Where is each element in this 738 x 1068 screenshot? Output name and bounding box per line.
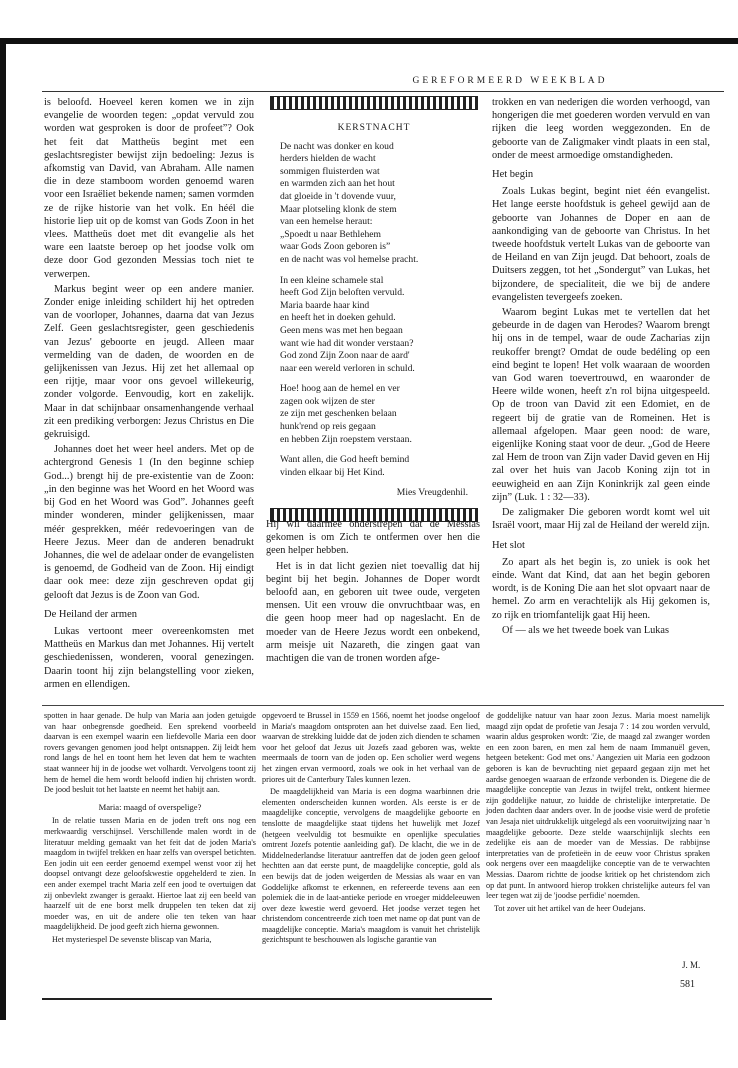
poem-line: Maria baarde haar kind [280,299,370,311]
poem-line: In een kleine schamele stal [280,274,384,286]
poem-line: Maar plotseling klonk de stem [280,203,397,215]
column-1 [44,96,254,693]
column-2-lower [266,518,480,667]
paragraph: Of — als we het tweede boek van Lukas [502,624,669,636]
binding-edge [0,40,6,1020]
poem-line: vinden elkaar bij Het Kind. [280,466,385,478]
poem-line: heeft God Zijn beloften vervuld. [280,287,405,299]
header-rule [42,91,724,92]
section-divider [42,705,724,706]
poem-line: herders hielden de wacht [280,153,376,165]
poem-line: hunk'rend op reis gegaan [280,421,376,433]
paragraph: is beloofd. Hoeveel keren komen we in zijn evangelie de woorden tegen: „opdat vervuld zou worden wat gesproken is door de profeet”? Ook het feit dat Mattheüs begint met een geslachtsregister bewijst zijn bedoeling: Jezus is afkomstig van David, van Abraham. Alle namen die in deze stamboom worden genoemd waren voor een Israëliet bekende namen; samen vormden ze de rijke historie van het volk. En héél die historie liep uit op de komst van Gods Zoon in het vlees. Mattheüs doet met dit evangelie als het ware een laatste beroep op het joodse volk om deze door God gezonden Messias toch niet te verwerpen. [44,97,254,280]
paragraph: Hij wil daarmee onderstrepen dat de Messias gekomen is om Zich te ontfermen over hen die geen helper hebben. [266,519,480,557]
section-heading: Het begin [492,169,534,181]
ornament-border-top [270,96,478,110]
poem-stanza [280,383,468,446]
poem-title: KERSTNACHT [337,123,411,133]
paragraph: Zo apart als het begin is, zo uniek is ook het einde. Want dat Kind, dat aan het begin geboren wordt, is de Koning Die aan het slot opvaart naar de hemel. Zo arm en verachtelijk als Hij gekomen is, zo rijk en triomfantelijk gaat Hij heen. [492,556,710,621]
paragraph: Waarom begint Lukas met te vertellen dat het gebeurde in de dagen van Herodes? Waarom brengt hij ons in de tempel, waar de oude Zacharias zijn reukoffer brengt? Omdat de oude bedéling op een eind begint te lopen! Het volk waaraan de woorden van God waren toevertrouwd, en waaronder de Heere wilde wonen, heeft z'n rol bijna uitgespeeld. Op de troon van David zit een Edomiet, en de regeert bij de gratie van de Romeinen. Het is allemaal afgelopen. Maar geen nood: de ware, eigenlijke Koning staat voor de deur. „God de Heere zal Hem de troon van Zijn vader David geven en Hij zal over het huis van Jacob Koning zijn tot in eeuwigheid en aan Zijn Koninkrijk zal geen einde zijn” (Luk. 1 : 32—33). [492,307,710,503]
poem-line: Want allen, die God heeft bemind [280,454,410,466]
paragraph: Lukas vertoont meer overeenkomsten met Mattheüs en Markus dan met Johannes. Hij vertelt geschiedenissen, wonderen, vooral genezingen. Daarin toont hij zijn belangstelling voor zieken, armen en ellendigen. [44,625,254,690]
poem-line: dat gloeide in 't dovende vuur, [280,190,396,202]
poem-line: ze zijn met geschenken belaan [280,408,397,420]
small-column-2 [262,711,480,948]
page-number: 581 [680,979,695,990]
poem-line: waar Gods Zoon geboren is” [280,241,391,253]
paragraph: spotten in haar genade. De hulp van Maria aan joden getuigde van haar onbegrensde goedheid. Een sprekend voorbeeld daarvan is een exempel waarin een liefdevolle Maria een door rovers gevangen genomen jood helpt ontsnappen. Zij leidt hem rond langs de hel en toont hem het leven dat hem te wachten staat wanneer hij in de joodse wet volhardt. Vervolgens toont zij hem de hemel die hem wordt beloofd indien hij christen wordt. De jood besluit tot het laatste en neemt het habijt aan. [44,711,256,795]
poem-line: zagen ook wijzen de ster [280,395,375,407]
poem-line: en warmden zich aan het hout [280,178,395,190]
poem-line: van een hemelse heraut: [280,216,373,228]
section-heading: De Heiland der armen [44,608,137,620]
poem [270,110,478,508]
paragraph: De zaligmaker Die geboren wordt komt wel uit Israël voort, maar Hij zal de Heiland der wereld zijn. [492,507,710,532]
poem-stanza [280,454,468,479]
section-heading: Het slot [492,539,525,551]
poem-line: De nacht was donker en koud [280,140,394,152]
poem-line: en de nacht was vol hemelse pracht. [280,253,419,265]
paragraph: Tot zover uit het artikel van de heer Oudejans. [494,903,646,913]
paragraph: Het is in dat licht gezien niet toevallig dat hij begint bij het begin. Johannes de Doper wordt beloofd aan, en geboren uit twee oude, vergeten mensen. Uit een vrouw die onvruchtbaar was, en die geen hoop meer had op nageslacht. En de moeder van de Heere Jezus wordt een onbekend, arm meisje uit Nazareth, die zingen gaat van machtigen die van de tronen worden afge- [266,560,480,665]
poem-line: God zond Zijn Zoon naar de aard' [280,350,410,362]
running-title: GEREFORMEERD WEEKBLAD [412,76,608,86]
paragraph: de goddelijke natuur van haar zoon Jezus. Maria moest namelijk maagd zijn opdat de profetie van Jesaja 7 : 14 zou worden vervuld, waarin aldus gesproken wordt: 'Zie, de maagd zal zwanger worden en een zoon baren, en men zal hem de naam Immanuël geven, hetgeen betekent: God met ons.' Aangezien uit Maria een godzoon geboren is kan de bevruchting niet gepaard gegaan zijn met het aardse genoegen waaraan de erfzonde verbonden is. Diegene die de maagdelijke conceptie van Jezus in twijfel trekt, ontkent hiermee zijn goddelijke natuur, zo luidde de christelijke interpretatie. De joden dachten daar anders over. In de joodse visie werd de profetie van Jesaja niet uitdrukkelijk uitgelegd als een vooruitwijzing naar 'n maagdelijke geboorte. Deze stelde waarschijnlijk slechts een zedelijke eis aan de moeder van de Messias. De rabbijnse interpretaties van de profetieën in de eeuw voor Christus spraken ook nergens over een maagdelijke conceptie van de te verwachten Messias. Daarom richtte de joodse kritiek op het christendom zich op dat punt. In antwoord hierop trokken christelijke auteurs fel van leer tegen wat zij de 'joodse perfidie' noemden. [486,711,710,901]
paragraph: In de relatie tussen Maria en de joden treft ons nog een merkwaardig verschijnsel. Verschillende malen wordt in de literatuur melding gemaakt van het feit dat de joden Maria's maagdom in twijfel trekken en haar zelfs van overspel betichten. Een jodin uit een eerder genoemd exempel wenst voor zij het doopsel ontvangt deze geloofskwestie opgehelderd te zien. In een ander exempel tracht Maria zelf een jood te overtuigen dat zij onbevlekt zwanger is geraakt. Hiertoe laat zij een beeld van haarzelf uit de ene borst melk druppelen ten teken dat zij moeder was, en uit de andere olie ten teken van haar maagdelijkheid. De jood geeft zich hierna gewonnen. [44,816,256,932]
paragraph: Markus begint weer op een andere manier. Zonder enige inleiding schildert hij het optreden van de voorloper, Johannes, daarna dat van Jezus Zelf. Geen geslachtsregister, geen geschiedenis van Jezus' geboorte en jeugd. Alleen maar vermelding van de daden, de woorden en de gelijkenissen van Jezus. Hij zet het allemaal op een rijtje, maar voor ons gevoel willekeurig, zonder volgorde. Eenvoudig, kort en zakelijk. Maar in dat schijnbaar onsamenhangende verhaal zit een prediking verborgen: Jezus Christus en Die gekruisigd. [44,283,254,441]
poem-box [270,96,478,514]
small-column-1 [44,711,256,947]
poem-line: sommigen fluisterden wat [280,165,380,177]
signature-initials: J. M. [682,960,701,970]
paragraph: Zoals Lukas begint, begint niet één evangelist. Het lange eerste hoofdstuk is geheel gewijd aan de geboorte van Johannes de Doper en aan de aankondiging van de geboorte van Christus. In het tweede hoofdstuk vertelt Lukas van de geboorte van de Heiland en van Zijn jeugd. Dat behoort, zoals de Duitsers zeggen, tot het „Sondergut” van Lukas, het bijzondere, de specialiteit, die we bij de andere evangelisten tevergeefs zoeken. [492,186,710,303]
poem-author: Mies Vreugdenhil. [396,487,468,499]
subsection-heading: Maria: maagd of overspelige? [98,801,202,812]
bottom-rule [42,998,492,1000]
poem-line: Hoe! hoog aan de hemel en ver [280,383,400,395]
small-column-3 [486,711,710,916]
poem-line: naar een wereld verloren in schuld. [280,362,415,374]
poem-line: Geen mens was met hen begaan [280,324,403,336]
paragraph: De maagdelijkheid van Maria is een dogma waarbinnen drie elementen onderscheiden kunnen worden. Als eerste is er de maagdelijke conceptie, vervolgens de maagdelijke geboorte en tenslotte de maagdelijke staat tijdens het huwelijk met Jozef (hetgeen veelvuldig tot besmuikte en openlijke speculaties omtrent Jozefs potentie aanleiding gaf). De klacht, die we in de Middelnederlandse literatuur aantreffen dat de joden geen geloof hechtten aan dat eerste punt, de maagdelijke conceptie, gold als een bewijs dat de joden weigerden de Messias als waar en van Goddelijke afkomst te erkennen, en refereerde tevens aan een polemiek die in de laat-antieke periode en vroeger middeleeuwen over deze kwestie werd gevoerd. Het joodse verzet tegen het christendom concentreerde zich toen met name op dat punt van de maagdelijke conceptie. Maria's maagdom is vanuit het christelijk gezichtspunt te beschouwen als logische garantie van [262,787,480,945]
poem-line: en heeft het in doeken gehuld. [280,312,396,324]
paragraph: trokken en van nederigen die worden verhoogd, van hongerigen die met goederen worden vervuld en van rijken die leeg worden weggezonden. En de geboorte van de Zaligmaker vindt plaats in een stal, onder de meest armoedige omstandigheden. [492,97,710,161]
poem-stanza [280,275,468,376]
poem-line: en hebben Zijn roepstem verstaan. [280,433,412,445]
poem-line: want wie had dit wonder verstaan? [280,337,414,349]
paragraph: Het mysteriespel De sevenste bliscap van Maria, [52,934,212,944]
paragraph: Johannes doet het weer heel anders. Met op de achtergrond Genesis 1 (In den beginne schiep God...) brengt hij de pre-existentie van de Zoon: „in den beginne was het Woord en het Woord was bij God en het Woord was God”. Johannes geeft minder wonderen, minder gelijkenissen, maar méér gesprekken, méér redevoeringen van de Heere Jezus. Meer dan de anderen benadrukt Johannes, die wel de adelaar onder de evangelisten is genoemd, de Godheid van de Zoon. Hij eindigt daar ook mee: deze zijn geschreven opdat gij gelooft dat Jezus is de Zoon van God. [44,444,254,601]
paragraph: opgevoerd te Brussel in 1559 en 1566, noemt het joodse ongeloof in Maria's maagdom ontsproten aan het duivelse zaad. Een lied, waarvan de strekking luidde dat de joden zich dienden te schamen voor het geloof dat Jezus uit Jozefs zaad geboren was, wekte meermaals de toorn van de joden op. Een scholier werd wegens het zingen ervan vermoord, zoals we ook in het verhaal van de priores uit de Canterbury Tales kunnen lezen. [262,711,480,784]
poem-line: „Spoedt u naar Bethlehem [280,228,381,240]
poem-stanza [280,141,468,267]
top-rule [0,38,738,44]
column-3 [492,96,710,639]
